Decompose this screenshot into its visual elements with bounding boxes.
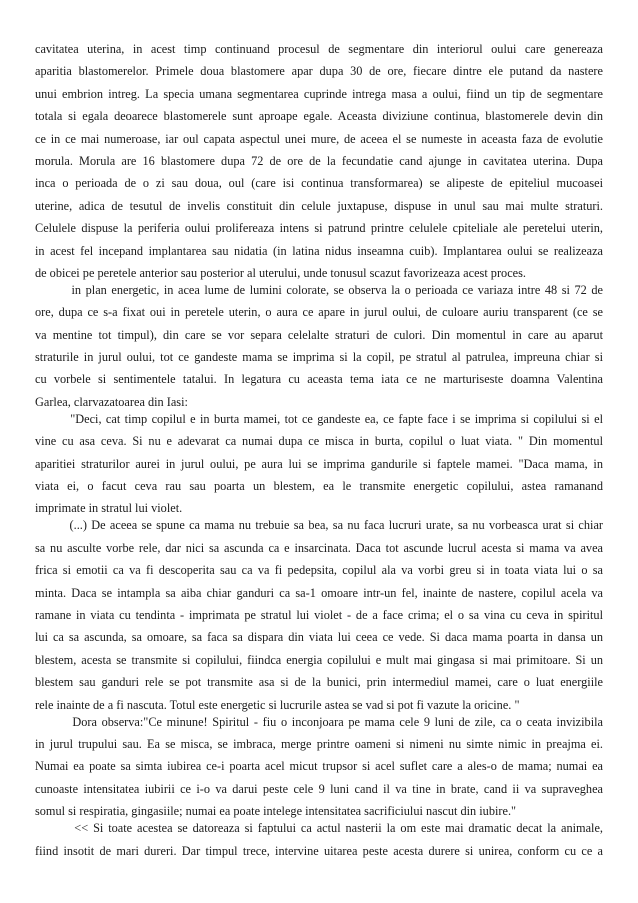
- text-line: vine cu asa ceva. Si nu e adevarat ca numai dupa ce misca in burta, copilul o luat viata. " Din momentul: [35, 434, 603, 449]
- text-line: Celulele dispuse la periferia oului prolifereaza intens si patrund printre celulele cpiteliale ale peretelui uterin,: [35, 221, 603, 236]
- text-line: minta. Daca se intampla sa aiba chiar ganduri ca sa-1 omoare intr-un fel, inainte de nastere, copilul acela va: [35, 585, 603, 600]
- text-line: cu vorbele si sentimentele tatalui. In legatura cu aceasta tema iata ce ne marturiseste doamna Valentina: [35, 372, 603, 387]
- text-line: aparitiei straturilor aurei in jurul oului, pe aura lui se imprima gandurile si faptele mamei. "Daca mama, in: [35, 456, 603, 471]
- text-line: sa nu asculte vorbe rele, dar nici sa ascunda ca e insarcinata. Daca tot ascunde lucrul acesta si mama va avea: [35, 540, 603, 555]
- text-line: << Si toate acestea se datoreaza si faptului ca actul nasterii la om este mai dramatic decat la animale,: [35, 821, 603, 836]
- text-line: lui ca sa ascunda, sa omoare, sa faca sa dispara din viata lui ceea ce vede. Si daca mama poarta in dansa un: [35, 630, 603, 645]
- text-line: imprimate in stratul lui violet.: [35, 501, 183, 516]
- text-line: blestem, acesta se transmite si copilului, fiindca energia copilului e mult mai gingasa si mai primitoare. Si un: [35, 652, 603, 667]
- text-line: frica si emotii ca va fi descoperita sau ca va fi pedepsita, copilul ala va vorbi greu si in toata viata lui o sa: [35, 563, 603, 578]
- text-line: cavitatea uterina, in acest timp continuand procesul de segmentare din interiorul oului care genereaza: [35, 42, 603, 56]
- text-line: "Deci, cat timp copilul e in burta mamei, tot ce gandeste ea, ce fapte face i se imprima si copilului si el: [35, 411, 603, 426]
- text-line: in jurul trupului sau. Ea se misca, se imbraca, merge printre oameni si nimeni nu simte nimic in preajma ei.: [35, 736, 603, 751]
- text-line: unui embrion intreg. La specia umana segmentarea cuprinde intrega masa a oului, fiind un tip de segmentare: [35, 86, 603, 101]
- text-line: Dora observa:"Ce minune! Spiritul - fiu o inconjoara pe mama cele 9 luni de zile, ca o ceata invizibila: [35, 714, 603, 729]
- text-line: Numai ea poate sa simta iubirea ce-i poarta acel micut trupsor si acel suflet care a ales-o de mama; numai ea: [35, 759, 603, 774]
- text-line: de obicei pe peretele anterior sau posterior al uterului, unde tonusul scazut favorizeaza acest proces.: [35, 265, 526, 280]
- text-line: morula. Morula are 16 blastomere dupa 72 de ore de la fecundatie cand ajunge in cavitatea uterina. Dupa: [35, 153, 603, 168]
- text-body: [35, 38, 603, 862]
- text-line: ce in ce mai numeroase, iar oul capata aspectul unei mure, de aceea el se numeste in aceasta faza de evolutie: [35, 131, 603, 146]
- text-line: ramane in viata cu tendinta - imprimata pe stratul lui violet - de a face crima; el o sa vina cu ceva in spiritul: [35, 607, 603, 622]
- text-line: ore, dupa ce s-a fixat oui in peretele uterin, o aura ce apare in jurul oului, de culoare auriu transparent (ce se: [35, 305, 603, 320]
- text-line: inca o perioada de o zi sau doua, oul (care isi continua transformarea) se alipeste de epiteliul mucoasei: [35, 176, 603, 191]
- text-line: blestem sau ganduri rele se pot transmite asa si de la bunici, prin intermediul mamei, care o luat energiile: [35, 675, 603, 690]
- text-line: rele inainte de a fi nascuta. Totul este energetic si lucrurile astea se vad si pot fi vazute la oricine. ": [35, 697, 520, 712]
- text-line: fiind insotit de mari dureri. Dar timpul trece, intervine uitarea peste acesta durere si unirea, conform cu ce a: [35, 843, 603, 858]
- text-line: aparitia blastomerelor. Primele doua blastomere apar dupa 30 de ore, fiecare dintre ele putand da nastere: [35, 64, 603, 79]
- text-line: in plan energetic, in acea lume de lumini colorate, se observa la o perioada ce variaza intre 48 si 72 de: [35, 282, 603, 297]
- text-line: Garlea, clarvazatoarea din Iasi:: [35, 394, 188, 409]
- text-line: cunoaste intensitatea iubirii ce i-o va darui peste cele 9 luni cand il va tine in brate, cand ii va supraveghea: [35, 781, 603, 796]
- text-line: totala si egala deoarece blastomerele sunt aproape egale. Aceasta diviziune continua, blastomerele devin din: [35, 109, 603, 124]
- text-line: straturile in jurul oului, tot ce gandeste mama se imprima si la copil, pe stratul al patrulea, impreuna chiar si: [35, 350, 603, 365]
- text-line: viata ei, o facut ceva rau sau poarta un blestem, ea le transmite energetic copilului, astea ramanand: [35, 479, 603, 494]
- text-line: (...) De aceea se spune ca mama nu trebuie sa bea, sa nu faca lucruri urate, sa nu vorbeasca urat si chiar: [35, 518, 603, 533]
- text-line: va mentine tot timpul), din care se vor separa celelalte straturi de culori. Din momentul in care au aparut: [35, 327, 603, 342]
- text-line: somul si respiratia, gingasiile; numai ea poate intelege intensitatea sacrificiului nascut din iubire.": [35, 804, 517, 819]
- text-line: uterine, adica de tesutul de invelis constituit din celule juxtapuse, dispuse in unul sau mai multe straturi.: [35, 198, 603, 213]
- document-page: [35, 38, 603, 862]
- text-line: in acest fel incepand implantarea sau nidatia (in latina nidus inseamna cuib). Implantarea oului se realizeaza: [35, 243, 603, 258]
